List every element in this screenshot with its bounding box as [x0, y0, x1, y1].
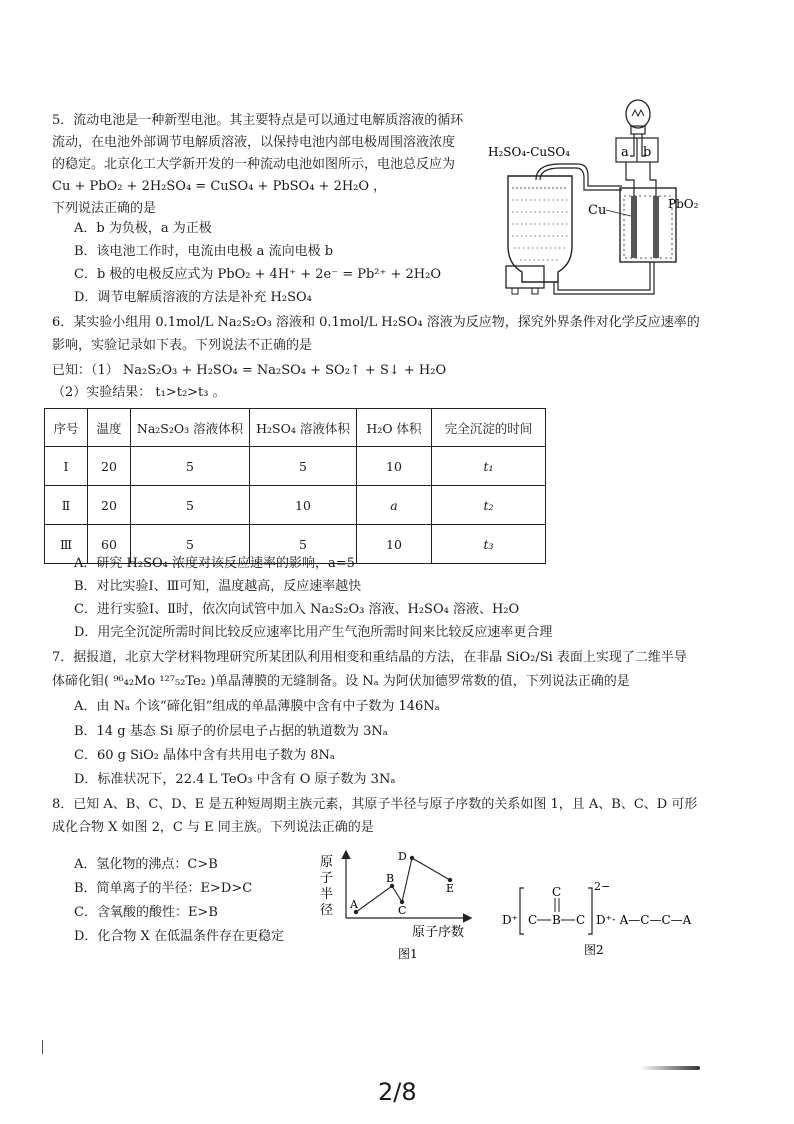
- terminal-a-label: a: [621, 145, 629, 160]
- q5-equation: Cu + PbO₂ + 2H₂SO₄ = CuSO₄ + PbSO₄ + 2H₂O ，: [52, 179, 387, 194]
- q7-line-1: 7．据报道，北京大学材料物理研究所某团队利用相变和重结晶的方法，在非晶 SiO₂/Si 表面上实现了二维半导: [52, 650, 687, 665]
- y-axis-label-1: 原: [320, 855, 334, 870]
- q5-line-5: 下列说法正确的是: [52, 201, 157, 216]
- scan-mark: [640, 1066, 700, 1070]
- left-c: C: [528, 913, 538, 927]
- y-axis-label-4: 径: [320, 903, 334, 918]
- q6-line-2: 影响，实验记录如下表。下列说法不正确的是: [52, 338, 313, 353]
- q6-known-2: （2）实验结果： t₁>t₂>t₃ 。: [52, 385, 226, 400]
- q6-option-d: D．用完全沉淀所需时间比较反应速率比用产生气泡所需时间来比较反应速率更合理: [74, 625, 553, 640]
- chain-label: · A—C—C—A: [612, 913, 692, 927]
- q5-line-2: 流动，在电池外部调节电解质溶液，以保持电池内部电极周围溶液浓度: [52, 135, 456, 150]
- table-header: 序号: [45, 409, 88, 447]
- q6-line-1: 6．某实验小组用 0.1mol/L Na₂S₂O₃ 溶液和 0.1mol/L H₂SO₄ 溶液为反应物，探究外界条件对化学反应速率的: [52, 315, 700, 330]
- d-plus-2: D⁺: [596, 913, 612, 927]
- terminal-b-label: b: [643, 145, 652, 160]
- table-cell: t₁: [432, 447, 546, 486]
- experiment-table: [44, 408, 546, 564]
- point-d: [410, 856, 414, 860]
- q5-option-d: D．调节电解质溶液的方法是补充 H₂SO₄: [74, 290, 312, 305]
- q8-line-2: 成化合物 X 如图 2，C 与 E 同主族。下列说法正确的是: [52, 820, 374, 835]
- center-b: B: [552, 913, 561, 927]
- right-c: C: [576, 913, 586, 927]
- top-c: C: [552, 885, 562, 899]
- table-cell: 5: [131, 486, 250, 525]
- table-cell: t₂: [432, 486, 546, 525]
- pbo2-electrode-label: PbO₂: [668, 197, 699, 211]
- point-label-d: D: [398, 850, 407, 863]
- table-header: 完全沉淀的时间: [432, 409, 546, 447]
- y-axis-label-3: 半: [320, 887, 334, 902]
- q8-option-c: C．含氧酸的酸性：E>B: [74, 905, 218, 920]
- q8-option-a: A．氢化物的沸点：C>B: [74, 857, 218, 872]
- q6-option-b: B．对比实验Ⅰ、Ⅲ可知，温度越高，反应速率越快: [74, 579, 362, 594]
- scan-mark: [42, 1040, 43, 1054]
- page-number: 2/8: [378, 1078, 417, 1106]
- table-cell: 10: [250, 486, 357, 525]
- charge-label: 2−: [594, 880, 611, 893]
- table-row: [45, 486, 546, 525]
- point-label-e: E: [446, 882, 455, 895]
- table-cell: 5: [250, 525, 357, 564]
- q7-option-d: D．标准状况下，22.4 L TeO₃ 中含有 O 原子数为 3Nₐ: [74, 772, 396, 787]
- point-label-a: A: [350, 898, 358, 911]
- table-cell: a: [357, 486, 432, 525]
- cu-electrode-label: Cu: [588, 203, 607, 218]
- table-cell: 60: [88, 525, 131, 564]
- light-bulb-icon: [626, 100, 650, 134]
- table-header: Na₂S₂O₃ 溶液体积: [131, 409, 250, 447]
- q5-option-b: B．该电池工作时，电流由电极 a 流向电极 b: [74, 244, 334, 259]
- table-cell: 10: [357, 525, 432, 564]
- solution-label: H₂SO₄-CuSO₄: [488, 145, 570, 159]
- y-axis-label-2: 子: [320, 871, 334, 886]
- q5-line-1: 5．流动电池是一种新型电池。其主要特点是可以通过电解质溶液的循环: [52, 113, 464, 128]
- q8-line-1: 8．已知 A、B、C、D、E 是五种短周期主族元素，其原子半径与原子序数的关系如图 1，且 A、B、C、D 可形: [52, 797, 698, 812]
- flow-battery-figure: [480, 96, 699, 302]
- figure-1-caption: 图1: [398, 947, 418, 961]
- q6-option-c: C．进行实验Ⅰ、Ⅱ时，依次向试管中加入 Na₂S₂O₃ 溶液、H₂SO₄ 溶液、H₂O: [74, 602, 520, 617]
- table-row: [45, 447, 546, 486]
- table-cell: Ⅲ: [45, 525, 88, 564]
- q7-line-2: 体碲化钼( ⁹⁶₄₂Mo ¹²⁷₅₂Te₂ )单晶薄膜的无缝制备。设 Nₐ 为阿伏加德罗常数的值，下列说法正确的是: [52, 674, 630, 689]
- q6-option-a: A．研究 H₂SO₄ 浓度对该反应速率的影响，a=5: [74, 556, 355, 571]
- x-axis-label: 原子序数: [412, 925, 465, 940]
- point-label-b: B: [386, 872, 395, 885]
- table-cell: 5: [250, 447, 357, 486]
- q5-line-3: 的稳定。北京化工大学新开发的一种流动电池如图所示，电池总反应为: [52, 157, 456, 172]
- figure-2-caption: 图2: [584, 943, 604, 957]
- point-label-c: C: [398, 904, 407, 917]
- q7-option-a: A．由 Nₐ 个该“碲化钼”组成的单晶薄膜中含有中子数为 146Nₐ: [74, 699, 440, 714]
- figure-1-radius-chart: [318, 846, 478, 966]
- q8-option-d: D．化合物 X 在低温条件存在更稳定: [74, 929, 284, 944]
- table-cell: 20: [88, 447, 131, 486]
- table-header: 温度: [88, 409, 131, 447]
- table-cell: t₃: [432, 525, 546, 564]
- table-cell: 10: [357, 447, 432, 486]
- q7-option-b: B．14 g 基态 Si 原子的价层电子占据的轨道数为 3Nₐ: [74, 724, 388, 739]
- q5-option-c: C．b 极的电极反应式为 PbO₂ + 4H⁺ + 2e⁻ = Pb²⁺ + 2H₂O: [74, 267, 442, 282]
- table-header: H₂O 体积: [357, 409, 432, 447]
- q8-option-b: B．简单离子的半径：E>D>C: [74, 881, 253, 896]
- pump-icon: [506, 266, 544, 288]
- table-header: H₂SO₄ 溶液体积: [250, 409, 357, 447]
- table-cell: 5: [131, 447, 250, 486]
- table-cell: 20: [88, 486, 131, 525]
- table-cell: Ⅱ: [45, 486, 88, 525]
- figure-2-compound-x: [498, 848, 698, 958]
- table-cell: 5: [131, 525, 250, 564]
- d-plus-1: D⁺: [502, 913, 518, 927]
- q7-option-c: C．60 g SiO₂ 晶体中含有共用电子数为 8Nₐ: [74, 748, 335, 763]
- table-cell: Ⅰ: [45, 447, 88, 486]
- q5-option-a: A．b 为负极，a 为正极: [74, 221, 212, 236]
- q6-known-1: 已知：（1） Na₂S₂O₃ + H₂SO₄ = Na₂SO₄ + SO₂↑ + S↓ + H₂O: [52, 363, 447, 378]
- table-header-row: [45, 409, 546, 447]
